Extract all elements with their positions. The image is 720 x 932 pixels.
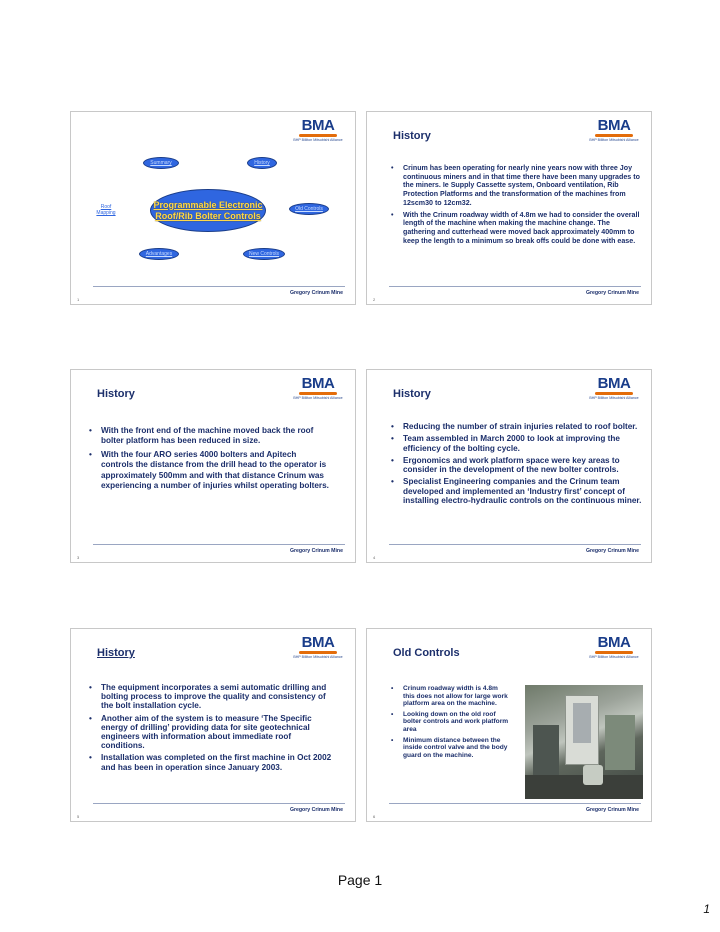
node-roof-mapping-line1: Roof xyxy=(100,204,112,210)
slide-title: History xyxy=(393,388,431,400)
logo-mark: BMA xyxy=(301,117,335,134)
bullet-list xyxy=(391,422,645,508)
bullet-item: • The equipment incorporates a semi automatic drilling and bolting process to improve the quality and consistency of the bolt installation cycle. xyxy=(89,683,333,711)
logo-swoosh xyxy=(299,134,337,137)
bullet-item: • With the front end of the machine moved back the roof bolter platform has been reduced in size. xyxy=(89,426,329,447)
bullet-list xyxy=(89,683,333,775)
logo-swoosh xyxy=(595,392,633,395)
logo-subtitle: BHP Billiton Mitsubishi Alliance xyxy=(293,655,343,659)
center-topic-line2: Roof/Rib Bolter Controls xyxy=(155,210,261,221)
bolter-controls-photo xyxy=(525,685,643,799)
footer-divider xyxy=(93,286,345,287)
logo-mark: BMA xyxy=(597,117,631,134)
bma-logo xyxy=(585,635,643,665)
node-new-controls[interactable]: New Controls xyxy=(243,248,285,260)
footer-divider xyxy=(93,544,345,545)
logo-swoosh xyxy=(299,651,337,654)
slide-4 xyxy=(366,369,652,563)
bma-logo xyxy=(289,118,347,148)
slide-footer: Gregory Crinum Mine xyxy=(289,548,343,554)
node-old-controls[interactable]: Old Controls xyxy=(289,203,329,215)
slide-2 xyxy=(366,111,652,305)
logo-subtitle: BHP Billiton Mitsubishi Alliance xyxy=(589,655,639,659)
bullet-item: • Reducing the number of strain injuries related to roof bolter. xyxy=(391,422,645,431)
slide-number: 2 xyxy=(373,297,376,302)
logo-subtitle: BHP Billiton Mitsubishi Alliance xyxy=(293,396,343,400)
footer-divider xyxy=(389,803,641,804)
bullet-item: • Specialist Engineering companies and the Crinum team developed and implemented an ‘Industry first’ concept of installing electro-hydraulic controls on the continuous miner. xyxy=(391,477,645,505)
bullet-list xyxy=(391,685,509,762)
slide-3 xyxy=(70,369,356,563)
logo-swoosh xyxy=(299,392,337,395)
page-label: Page 1 xyxy=(337,872,383,888)
slide-1 xyxy=(70,111,356,305)
logo-mark: BMA xyxy=(301,375,335,392)
bullet-item: • Minimum distance between the inside control valve and the body guard on the machine. xyxy=(391,737,509,760)
node-summary[interactable]: Summary xyxy=(143,157,179,169)
slide-footer: Gregory Crinum Mine xyxy=(289,290,343,296)
footer-divider xyxy=(389,544,641,545)
bma-logo xyxy=(289,635,347,665)
slide-footer: Gregory Crinum Mine xyxy=(585,290,639,296)
slide-title: History xyxy=(97,647,135,659)
slide-number: 3 xyxy=(77,555,80,560)
slide-number: 6 xyxy=(373,814,376,819)
node-roof-mapping[interactable] xyxy=(93,204,119,216)
slide-title: History xyxy=(393,130,431,142)
node-roof-mapping-line2: Mapping xyxy=(96,210,116,216)
bullet-item: • Looking down on the old roof bolter controls and work platform area xyxy=(391,711,509,734)
bullet-list xyxy=(89,426,329,494)
bullet-item: • Installation was completed on the first machine in Oct 2002 and has been in operation since January 2003. xyxy=(89,753,333,771)
footer-divider xyxy=(389,286,641,287)
footer-divider xyxy=(93,803,345,804)
slide-footer: Gregory Crinum Mine xyxy=(585,807,639,813)
node-advantages[interactable]: Advantages xyxy=(139,248,179,260)
page-number: 1 xyxy=(703,902,710,916)
node-history[interactable]: History xyxy=(247,157,277,169)
logo-subtitle: BHP Billiton Mitsubishi Alliance xyxy=(293,138,343,142)
logo-mark: BMA xyxy=(597,375,631,392)
node-center-topic[interactable] xyxy=(150,189,266,232)
slide-5 xyxy=(70,628,356,822)
logo-swoosh xyxy=(595,134,633,137)
bma-logo xyxy=(585,376,643,406)
logo-subtitle: BHP Billiton Mitsubishi Alliance xyxy=(589,138,639,142)
bullet-item: • Crinum roadway width is 4.8m this does not allow for large work platform area on the machine. xyxy=(391,685,509,708)
slide-footer: Gregory Crinum Mine xyxy=(289,807,343,813)
slide-title: History xyxy=(97,388,135,400)
logo-mark: BMA xyxy=(597,634,631,651)
slide-footer: Gregory Crinum Mine xyxy=(585,548,639,554)
slide-6 xyxy=(366,628,652,822)
center-topic-line1: Programmable Electronic xyxy=(153,199,263,210)
bma-logo xyxy=(289,376,347,406)
bullet-item: • Another aim of the system is to measure ‘The Specific energy of drilling’ providing data for site geotechnical engineers with information about immediate roof conditions. xyxy=(89,714,333,751)
slide-title: Old Controls xyxy=(393,647,460,659)
slide-number: 4 xyxy=(373,555,376,560)
bullet-list xyxy=(391,164,641,248)
bullet-item: • With the four ARO series 4000 bolters and Apitech controls the distance from the drill head to the operator is approximately 500mm and with that distance Crinum was experiencing a number of injuries whilst operating bolters. xyxy=(89,450,329,492)
logo-swoosh xyxy=(595,651,633,654)
bullet-item: • Ergonomics and work platform space were key areas to consider in the development of the new bolter controls. xyxy=(391,456,645,475)
bma-logo xyxy=(585,118,643,148)
logo-mark: BMA xyxy=(301,634,335,651)
slide-number: 1 xyxy=(77,297,80,302)
logo-subtitle: BHP Billiton Mitsubishi Alliance xyxy=(589,396,639,400)
slide-number: 5 xyxy=(77,814,80,819)
bullet-item: • Team assembled in March 2000 to look at improving the efficiency of the bolting cycle. xyxy=(391,434,645,453)
bullet-item: • Crinum has been operating for nearly nine years now with three Joy continuous miners and in that time there have been many upgrades to the miners. Ie Supply Cassette system, Onboard ventilation, Rib Protection Platforms and the transformation of the machines from 12scm30 to 12cm32. xyxy=(391,164,641,208)
bullet-item: • With the Crinum roadway width of 4.8m we had to consider the overall length of the machine when making the machine change. The gathering and cutterhead were moved back approximately 400mm to keep the length to a minimum so break offs could be done with ease. xyxy=(391,211,641,246)
